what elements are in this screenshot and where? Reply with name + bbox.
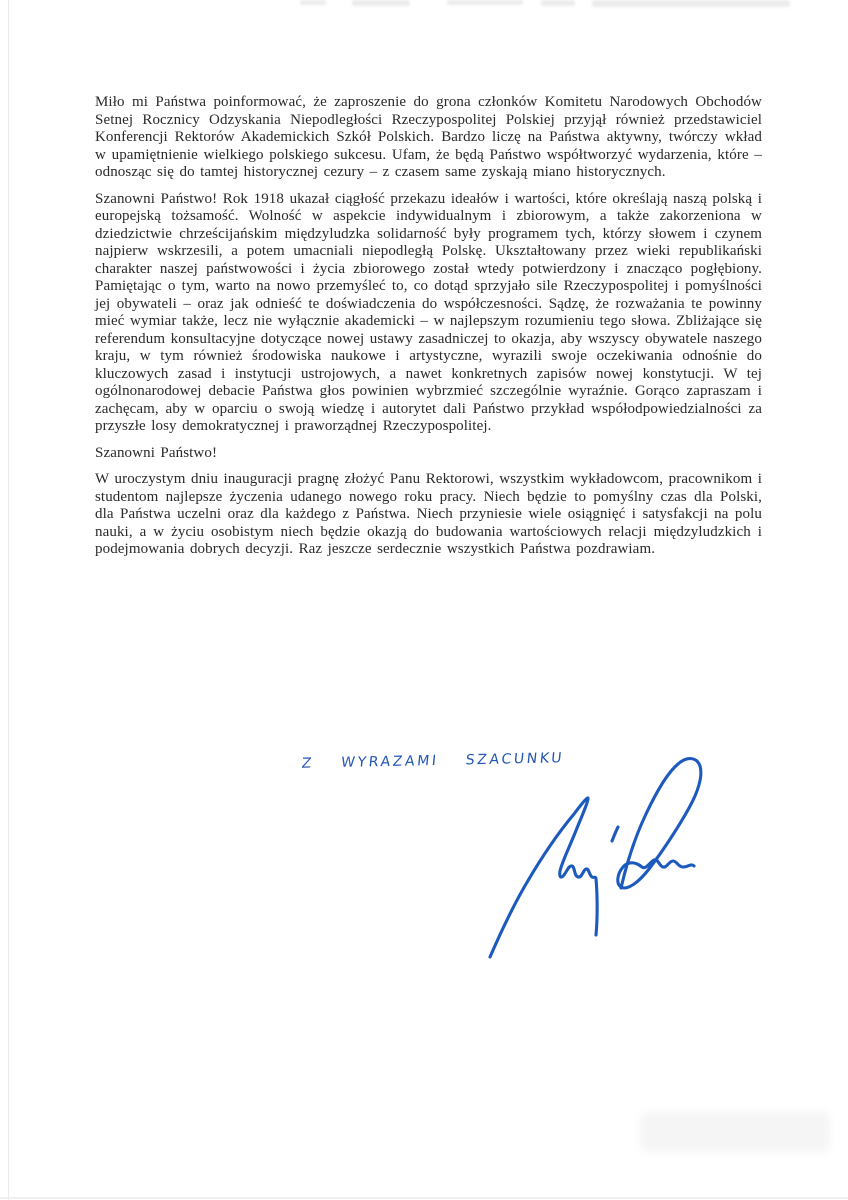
scan-artifact-top: [0, 0, 848, 12]
scan-artifact-left-edge: [8, 0, 9, 1200]
signature-stroke-surname: [618, 759, 701, 888]
scan-artifact-bottom-edge: [0, 1197, 848, 1199]
scan-smudge: [592, 0, 790, 7]
letter-paragraph-3: W uroczystym dniu inauguracji pragnę złożyć Panu Rektorowi, wszystkim wykładowcom, pracownikom i studentom najlepsze życzenia udanego nowego roku pracy. Niech będzie to pomyślny czas dla Polski, dla Państwa uczelni oraz dla każdego z Państwa. Niech przyniesie wiele osiągnięć i satysfakcji na polu nauki, a w życiu osobistym niech będzie okazją do budowania wartościowych relacji międzyludzkich i podejmowania dobrych decyzji. Raz jeszcze serdecznie wszystkich Państwa pozdrawiam.: [95, 471, 762, 557]
signature-stroke-tick: [612, 827, 618, 841]
scan-smudge: [300, 0, 326, 5]
letter-salutation: Szanowni Państwo!: [95, 444, 218, 461]
signature-scrawl: [430, 738, 750, 978]
handwritten-closing-note: Z WYRAZAMI SZACUNKU: [300, 750, 565, 772]
scan-smudge: [541, 0, 575, 6]
scan-artifact-bottom-smudge: [640, 1112, 830, 1152]
signature-stroke-first-name: [490, 798, 597, 957]
scan-smudge: [352, 0, 410, 6]
scan-smudge: [447, 0, 523, 5]
letter-paragraph-1: Miło mi Państwa poinformować, że zaproszenie do grona członków Komitetu Narodowych Obchodów Setnej Rocznicy Odzyskania Niepodległości Rzeczypospolitej Polskiej przyjął również przedstawiciel Konferencji Rektorów Akademickich Szkół Polskich. Bardzo liczę na Państwa aktywny, twórczy wkład w upamiętnienie wielkiego polskiego sukcesu. Ufam, że będą Państwo współtworzyć wydarzenia, które – odnosząc się do tamtej historycznej cezury – z czasem same zyskają miano historycznych.: [95, 94, 762, 180]
letter-paragraph-2: Szanowni Państwo! Rok 1918 ukazał ciągłość przekazu ideałów i wartości, które określają naszą polską i europejską tożsamość. Wolność w aspekcie indywidualnym i zbiorowym, a także zakorzeniona w dziedzictwie chrześcijańskim międzyludzka solidarność były programem tych, którzy słowem i czynem najpierw wskrzesili, a potem umacniali niepodległą Polskę. Ukształtowany przez wieki republikański charakter naszej państwowości i życia zbiorowego został wtedy potwierdzony i znacząco pogłębiony. Pamiętając o tym, warto na nowo przemyśleć to, co dotąd sprzyjało sile Rzeczypospolitej i pomyślności jej obywateli – oraz jak odnieść te doświadczenia do współczesności. Sądzę, że rozważania te powinny mieć wymiar także, lecz nie wyłącznie akademicki – w najlepszym rozumieniu tego słowa. Zbliżające się referendum konsultacyjne dotyczące nowej ustawy zasadniczej to okazja, aby wszyscy obywatele naszego kraju, w tym również środowiska naukowe i artystyczne, wyrazili swoje oczekiwania odnośnie do kluczowych zasad i instytucji ustrojowych, a nawet konkretnych zapisów nowej konstytucji. W tej ogólnonarodowej debacie Państwa głos powinien wybrzmieć szczególnie wyraźnie. Gorąco zapraszam i zachęcam, aby w oparciu o swoją wiedzę i autorytet dali Państwo przykład współodpowiedzialności za przyszłe losy demokratycznej i praworządnej Rzeczypospolitej.: [95, 190, 762, 434]
letter-body: [95, 94, 762, 568]
